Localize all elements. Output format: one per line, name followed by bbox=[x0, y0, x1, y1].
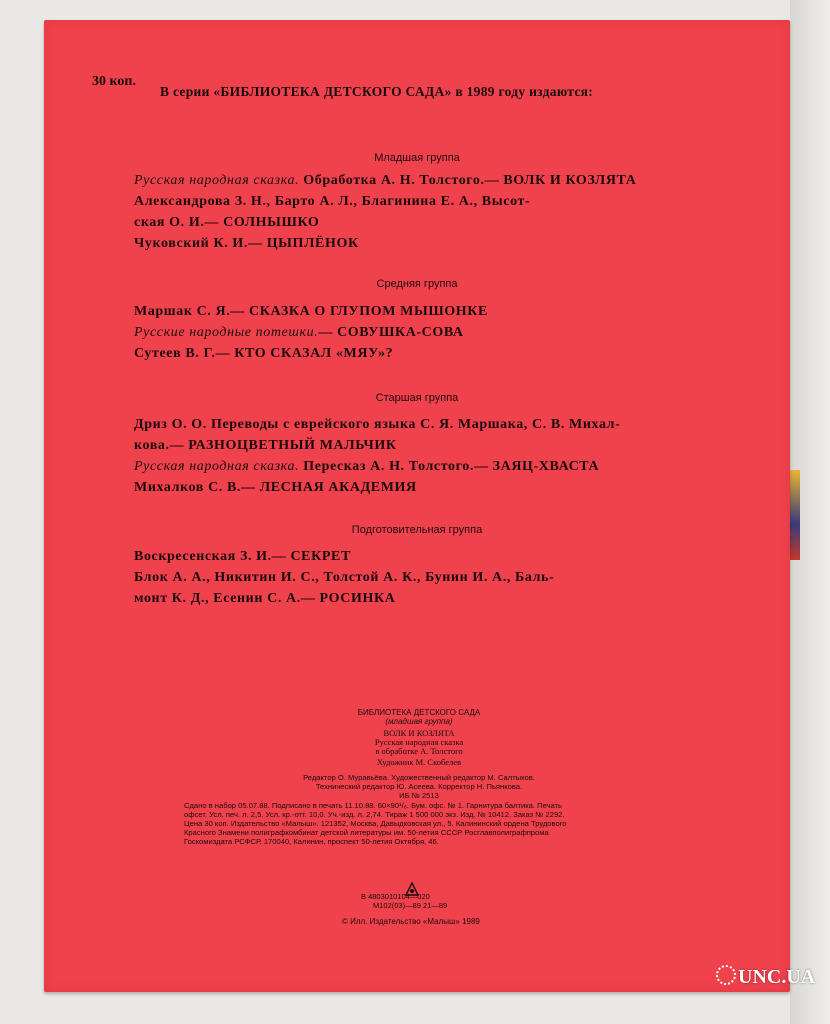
book-line bbox=[134, 343, 714, 364]
price-label: 30 коп. bbox=[92, 74, 136, 89]
book-line bbox=[134, 301, 714, 322]
book-line bbox=[134, 435, 714, 456]
imprint-print-line: Красного Знамени полиграфкомбинат детской литературы им. 50-летия СССР Росглавполиграфпрома bbox=[184, 828, 549, 837]
book-text: кова.— РАЗНОЦВЕТНЫЙ МАЛЬЧИК bbox=[134, 438, 397, 453]
isbn-block bbox=[361, 892, 447, 910]
book-text: Маршак С. Я.— СКАЗКА О ГЛУПОМ МЫШОНКЕ bbox=[134, 304, 488, 319]
imprint-print-line: офсет. Усл. печ. л. 2,5. Усл. кр.-отт. 10,0. Уч.-изд. л. 2,74. Тираж 1 500 000 экз. Изд. № 10412. Заказ № 2292. bbox=[184, 810, 565, 819]
imprint-ib: ИБ № 2513 bbox=[399, 791, 439, 800]
sun-icon bbox=[716, 965, 736, 985]
book-text: Обработка А. Н. Толстого.— ВОЛК И КОЗЛЯТА bbox=[299, 173, 637, 188]
book-line bbox=[134, 546, 714, 567]
book-note: Русские народные потешки. bbox=[134, 325, 319, 340]
book-line bbox=[134, 233, 714, 254]
isbn-line: М102(03)—89 21—89 bbox=[373, 901, 448, 910]
watermark-text: UNC.UA bbox=[738, 966, 816, 988]
book-line bbox=[134, 191, 714, 212]
book-text: ская О. И.— СОЛНЫШКО bbox=[134, 215, 320, 230]
book-note: Русская народная сказка. bbox=[134, 459, 300, 474]
book-line bbox=[134, 588, 714, 609]
imprint-series: БИБЛИОТЕКА ДЕТСКОГО САДА bbox=[357, 708, 481, 717]
imprint-title: ВОЛК И КОЗЛЯТА bbox=[383, 728, 455, 738]
book-line bbox=[134, 414, 714, 435]
book-text: Сутеев В. Г.— КТО СКАЗАЛ «МЯУ»? bbox=[134, 346, 394, 361]
imprint-block bbox=[184, 708, 654, 846]
group-title-junior: Младшая группа bbox=[374, 152, 460, 164]
imprint-print-line: Госкомиздата РСФСР. 170040, Калинин, проспект 50-летия Октября, 46. bbox=[184, 837, 439, 846]
book-text: Дриз О. О. Переводы с еврейского языка С. Я. Маршака, С. В. Михал- bbox=[134, 417, 621, 432]
group-title-middle: Средняя группа bbox=[376, 278, 458, 290]
book-list-preparatory bbox=[134, 546, 714, 609]
imprint-group: (младшая группа) bbox=[385, 717, 453, 726]
book-text: Пересказ А. Н. Толстого.— ЗАЯЦ-ХВАСТА bbox=[299, 459, 600, 474]
book-line bbox=[134, 456, 714, 477]
imprint-print-line: Цена 30 коп. Издательство «Малыш». 121352, Москва, Давыдковская ул., 5. Калининский ордена Трудового bbox=[184, 819, 567, 828]
book-text: монт К. Д., Есенин С. А.— РОСИНКА bbox=[134, 591, 396, 606]
book-line bbox=[134, 322, 714, 343]
imprint-subtitle: в обработке А. Толстого bbox=[375, 746, 463, 756]
book-list-junior bbox=[134, 170, 714, 254]
book-text: Чуковский К. И.— ЦЫПЛЁНОК bbox=[134, 236, 359, 251]
book-text: Михалков С. В.— ЛЕСНАЯ АКАДЕМИЯ bbox=[134, 480, 417, 495]
imprint-staff: Технический редактор Ю. Асеева. Корректор Н. Пьянкова. bbox=[315, 782, 523, 791]
book-back-cover bbox=[44, 20, 790, 992]
book-list-senior bbox=[134, 414, 714, 498]
imprint-staff: Редактор О. Муравьёва. Художественный редактор М. Салтыков. bbox=[303, 773, 535, 782]
site-watermark bbox=[716, 965, 815, 989]
series-heading: В серии «БИБЛИОТЕКА ДЕТСКОГО САДА» в 1989 году издаются: bbox=[160, 84, 594, 99]
book-line bbox=[134, 212, 714, 233]
book-text: — СОВУШКА-СОВА bbox=[318, 325, 464, 340]
copyright-notice: © Илл. Издательство «Малыш» 1989 bbox=[342, 917, 480, 926]
book-list-middle bbox=[134, 301, 714, 364]
book-text: Александрова З. Н., Барто А. Л., Благинина Е. А., Высот- bbox=[134, 194, 531, 209]
book-note: Русская народная сказка. bbox=[134, 173, 300, 188]
imprint-subtitle: Русская народная сказка bbox=[374, 737, 464, 747]
book-text: Воскресенская З. И.— СЕКРЕТ bbox=[134, 549, 351, 564]
book-line bbox=[134, 477, 714, 498]
group-title-senior: Старшая группа bbox=[375, 392, 459, 404]
book-line bbox=[134, 170, 714, 191]
book-text: Блок А. А., Никитин И. С., Толстой А. К., Бунин И. А., Баль- bbox=[134, 570, 555, 585]
imprint-artist: Художник М. Скобелев bbox=[376, 757, 462, 767]
isbn-line: В 4803010104—020 bbox=[361, 892, 430, 901]
book-line bbox=[134, 567, 714, 588]
group-title-preparatory: Подготовительная группа bbox=[351, 524, 483, 536]
imprint-print-line: Сдано в набор 05.07.88. Подписано в печать 11.10.88. 60×90¹/₈. Бум. офс. № 1. Гарнитура балтика. Печать bbox=[184, 801, 562, 810]
